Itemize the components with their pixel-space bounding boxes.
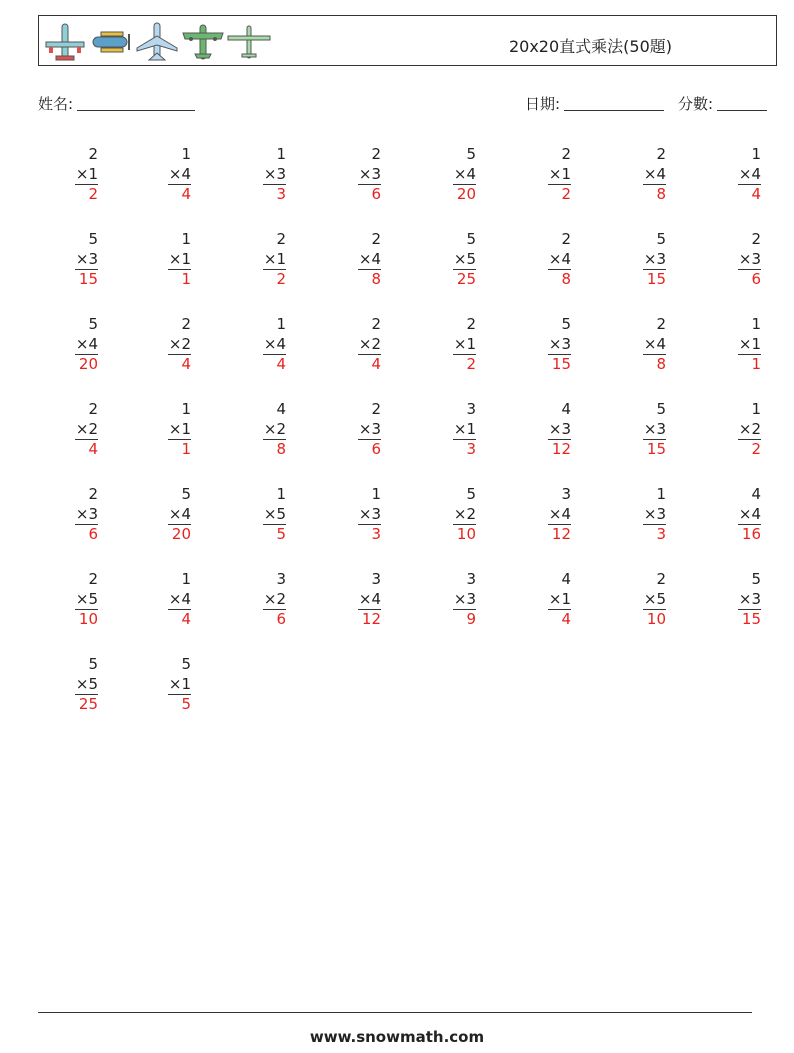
- multiplier-row: [606, 250, 666, 271]
- multiplier-row: [131, 335, 191, 356]
- name-blank[interactable]: [77, 96, 195, 111]
- multiplicand: 5: [466, 230, 476, 248]
- multiplier-row: [606, 505, 666, 526]
- multiplicand: 2: [561, 230, 571, 248]
- multiplier-row: [131, 590, 191, 611]
- multiplier: ×1: [738, 335, 761, 356]
- multiplier: ×1: [168, 420, 191, 441]
- problem-item: [321, 315, 381, 375]
- answer: 12: [551, 440, 571, 458]
- multiplicand: 5: [656, 400, 666, 418]
- answer: 15: [646, 440, 666, 458]
- answer: 15: [551, 355, 571, 373]
- multiplicand: 1: [181, 230, 191, 248]
- multiplier-row: [511, 420, 571, 441]
- name-label: 姓名:: [38, 95, 74, 113]
- problem-item: [511, 485, 571, 545]
- problem-item: [131, 315, 191, 375]
- answer: 15: [78, 270, 98, 288]
- multiplier-row: [38, 505, 98, 526]
- problem-item: [606, 315, 666, 375]
- multiplier: ×1: [548, 165, 571, 186]
- answer: 8: [656, 185, 666, 203]
- problem-item: [701, 315, 761, 375]
- multiplier-row: [511, 335, 571, 356]
- multiplicand: 1: [276, 315, 286, 333]
- answer: 2: [276, 270, 286, 288]
- multiplier: ×3: [358, 165, 381, 186]
- multiplier-row: [701, 165, 761, 186]
- multiplier: ×4: [75, 335, 98, 356]
- problem-item: [131, 400, 191, 460]
- problem-item: [511, 400, 571, 460]
- answer: 8: [371, 270, 381, 288]
- multiplier: ×3: [643, 250, 666, 271]
- problem-item: [321, 570, 381, 630]
- multiplicand: 1: [656, 485, 666, 503]
- name-field[interactable]: [38, 93, 195, 114]
- multiplier: ×3: [358, 505, 381, 526]
- multiplier-row: [416, 335, 476, 356]
- multiplier-row: [226, 165, 286, 186]
- answer: 3: [276, 185, 286, 203]
- multiplier: ×2: [263, 420, 286, 441]
- multiplier: ×4: [358, 250, 381, 271]
- multiplier: ×3: [738, 590, 761, 611]
- multiplier-row: [416, 505, 476, 526]
- answer: 6: [371, 185, 381, 203]
- multiplier: ×1: [168, 675, 191, 696]
- problem-item: [416, 570, 476, 630]
- answer: 1: [181, 440, 191, 458]
- multiplicand: 1: [181, 570, 191, 588]
- date-blank[interactable]: [564, 96, 664, 111]
- multiplier-row: [416, 590, 476, 611]
- multiplicand: 2: [656, 145, 666, 163]
- answer: 1: [181, 270, 191, 288]
- multiplier: ×1: [75, 165, 98, 186]
- multiplicand: 1: [181, 400, 191, 418]
- answer: 12: [551, 525, 571, 543]
- multiplier-row: [701, 590, 761, 611]
- answer: 4: [181, 355, 191, 373]
- multiplicand: 2: [181, 315, 191, 333]
- problem-item: [416, 145, 476, 205]
- problem-item: [511, 315, 571, 375]
- multiplier-row: [511, 250, 571, 271]
- answer: 2: [561, 185, 571, 203]
- answer: 6: [276, 610, 286, 628]
- answer: 10: [646, 610, 666, 628]
- multiplier-row: [511, 165, 571, 186]
- multiplier: ×3: [548, 335, 571, 356]
- answer: 8: [276, 440, 286, 458]
- multiplier: ×3: [643, 420, 666, 441]
- multiplier-row: [131, 165, 191, 186]
- jet-icon: [135, 20, 179, 64]
- multiplier: ×2: [738, 420, 761, 441]
- answer: 9: [466, 610, 476, 628]
- multiplicand: 4: [751, 485, 761, 503]
- answer: 25: [78, 695, 98, 713]
- answer: 4: [561, 610, 571, 628]
- multiplicand: 5: [88, 655, 98, 673]
- problem-item: [416, 315, 476, 375]
- multiplier: ×5: [75, 590, 98, 611]
- multiplier: ×3: [643, 505, 666, 526]
- multiplier-row: [131, 250, 191, 271]
- answer: 5: [181, 695, 191, 713]
- problem-item: [321, 485, 381, 545]
- answer: 10: [456, 525, 476, 543]
- score-field[interactable]: [678, 93, 767, 114]
- multiplicand: 5: [181, 655, 191, 673]
- answer: 16: [741, 525, 761, 543]
- answer: 10: [78, 610, 98, 628]
- answer: 20: [456, 185, 476, 203]
- multiplier-row: [511, 505, 571, 526]
- multiplier: ×3: [75, 505, 98, 526]
- multiplicand: 1: [751, 145, 761, 163]
- problem-item: [226, 570, 286, 630]
- multiplier-row: [131, 505, 191, 526]
- multiplier: ×5: [263, 505, 286, 526]
- multiplier-row: [701, 335, 761, 356]
- multiplier-row: [226, 250, 286, 271]
- multiplicand: 5: [466, 145, 476, 163]
- multiplicand: 2: [466, 315, 476, 333]
- multiplicand: 1: [751, 400, 761, 418]
- multiplicand: 1: [371, 485, 381, 503]
- problem-item: [606, 485, 666, 545]
- worksheet-title: 20x20直式乘法(50題): [508, 37, 672, 56]
- problem-item: [38, 315, 98, 375]
- answer: 2: [466, 355, 476, 373]
- problem-item: [226, 400, 286, 460]
- multiplier-row: [416, 250, 476, 271]
- multiplier-row: [226, 590, 286, 611]
- multiplier-row: [131, 420, 191, 441]
- multiplier: ×2: [453, 505, 476, 526]
- multiplier: ×2: [263, 590, 286, 611]
- answer: 5: [276, 525, 286, 543]
- problem-item: [701, 570, 761, 630]
- multiplicand: 2: [371, 145, 381, 163]
- answer: 8: [656, 355, 666, 373]
- answer: 6: [88, 525, 98, 543]
- multiplier: ×5: [75, 675, 98, 696]
- multiplicand: 5: [466, 485, 476, 503]
- answer: 6: [371, 440, 381, 458]
- multiplier: ×3: [738, 250, 761, 271]
- multiplier-row: [226, 335, 286, 356]
- multiplicand: 1: [276, 145, 286, 163]
- multiplier: ×4: [453, 165, 476, 186]
- multiplier: ×5: [453, 250, 476, 271]
- glider-icon: [227, 20, 271, 64]
- date-label: 日期:: [525, 95, 561, 113]
- answer: 20: [171, 525, 191, 543]
- multiplier-row: [701, 420, 761, 441]
- multiplier: ×2: [358, 335, 381, 356]
- multiplier: ×3: [263, 165, 286, 186]
- multiplicand: 2: [561, 145, 571, 163]
- multiplicand: 1: [181, 145, 191, 163]
- multiplier-row: [321, 335, 381, 356]
- problem-item: [38, 485, 98, 545]
- multiplicand: 5: [88, 230, 98, 248]
- answer: 2: [88, 185, 98, 203]
- multiplier: ×3: [75, 250, 98, 271]
- multiplicand: 3: [466, 400, 476, 418]
- date-field[interactable]: [525, 93, 664, 114]
- multiplier-row: [321, 590, 381, 611]
- problem-item: [606, 570, 666, 630]
- multiplier-row: [38, 675, 98, 696]
- multiplier: ×3: [358, 420, 381, 441]
- multiplicand: 3: [466, 570, 476, 588]
- multiplicand: 1: [751, 315, 761, 333]
- problem-item: [606, 400, 666, 460]
- answer: 12: [361, 610, 381, 628]
- answer: 4: [276, 355, 286, 373]
- multiplier: ×2: [168, 335, 191, 356]
- multiplier: ×4: [548, 250, 571, 271]
- problem-item: [701, 145, 761, 205]
- multiplier: ×3: [453, 590, 476, 611]
- answer: 1: [751, 355, 761, 373]
- multiplier-row: [226, 420, 286, 441]
- multiplier-row: [321, 250, 381, 271]
- problem-item: [131, 230, 191, 290]
- multiplicand: 5: [751, 570, 761, 588]
- multiplier-row: [606, 335, 666, 356]
- multiplier: ×5: [643, 590, 666, 611]
- multiplier-row: [606, 165, 666, 186]
- multiplicand: 2: [88, 485, 98, 503]
- multiplier-row: [321, 165, 381, 186]
- propeller-plane-icon: [181, 20, 225, 64]
- multiplicand: 4: [276, 400, 286, 418]
- multiplier: ×4: [643, 335, 666, 356]
- multiplier-row: [321, 420, 381, 441]
- multiplicand: 2: [656, 315, 666, 333]
- problem-item: [416, 230, 476, 290]
- problem-item: [131, 485, 191, 545]
- footer-site[interactable]: www.snowmath.com: [309, 1028, 485, 1046]
- problem-item: [416, 400, 476, 460]
- multiplier: ×4: [168, 590, 191, 611]
- plane-icons: [43, 20, 271, 64]
- multiplicand: 4: [561, 570, 571, 588]
- multiplicand: 1: [276, 485, 286, 503]
- problem-item: [511, 230, 571, 290]
- answer: 4: [181, 185, 191, 203]
- multiplier: ×3: [548, 420, 571, 441]
- answer: 3: [656, 525, 666, 543]
- multiplicand: 5: [181, 485, 191, 503]
- multiplier-row: [511, 590, 571, 611]
- problem-item: [321, 145, 381, 205]
- multiplicand: 2: [656, 570, 666, 588]
- problem-item: [226, 485, 286, 545]
- multiplicand: 3: [371, 570, 381, 588]
- airplane-icon: [43, 20, 87, 64]
- problem-item: [321, 400, 381, 460]
- multiplier-row: [606, 420, 666, 441]
- multiplier-row: [321, 505, 381, 526]
- multiplier-row: [606, 590, 666, 611]
- problem-item: [38, 230, 98, 290]
- multiplicand: 2: [88, 570, 98, 588]
- multiplier: ×4: [263, 335, 286, 356]
- answer: 3: [371, 525, 381, 543]
- answer: 20: [78, 355, 98, 373]
- answer: 15: [741, 610, 761, 628]
- worksheet-header: [38, 15, 777, 66]
- multiplier: ×4: [358, 590, 381, 611]
- multiplier-row: [38, 335, 98, 356]
- multiplier-row: [416, 165, 476, 186]
- multiplier: ×4: [168, 165, 191, 186]
- problem-item: [38, 570, 98, 630]
- problem-item: [606, 145, 666, 205]
- problem-item: [131, 655, 191, 715]
- multiplicand: 2: [88, 145, 98, 163]
- problem-item: [701, 400, 761, 460]
- multiplier-row: [701, 250, 761, 271]
- answer: 2: [751, 440, 761, 458]
- answer: 15: [646, 270, 666, 288]
- multiplier-row: [38, 250, 98, 271]
- multiplier: ×2: [75, 420, 98, 441]
- problem-item: [511, 145, 571, 205]
- answer: 8: [561, 270, 571, 288]
- multiplicand: 5: [88, 315, 98, 333]
- multiplier: ×4: [168, 505, 191, 526]
- multiplicand: 4: [561, 400, 571, 418]
- multiplicand: 5: [656, 230, 666, 248]
- multiplier-row: [131, 675, 191, 696]
- problem-item: [38, 400, 98, 460]
- answer: 4: [371, 355, 381, 373]
- footer-divider: [38, 1012, 752, 1013]
- multiplicand: 2: [276, 230, 286, 248]
- answer: 25: [456, 270, 476, 288]
- multiplier: ×4: [738, 505, 761, 526]
- problem-item: [38, 145, 98, 205]
- multiplicand: 2: [751, 230, 761, 248]
- multiplier: ×4: [643, 165, 666, 186]
- answer: 6: [751, 270, 761, 288]
- multiplicand: 2: [88, 400, 98, 418]
- multiplier-row: [226, 505, 286, 526]
- multiplier: ×1: [453, 420, 476, 441]
- problem-item: [226, 145, 286, 205]
- multiplier-row: [38, 165, 98, 186]
- multiplier: ×4: [738, 165, 761, 186]
- biplane-icon: [89, 20, 133, 64]
- multiplicand: 5: [561, 315, 571, 333]
- problem-item: [131, 570, 191, 630]
- multiplier: ×4: [548, 505, 571, 526]
- multiplicand: 3: [561, 485, 571, 503]
- multiplicand: 2: [371, 230, 381, 248]
- problem-item: [226, 230, 286, 290]
- answer: 4: [181, 610, 191, 628]
- problem-item: [226, 315, 286, 375]
- multiplier: ×1: [168, 250, 191, 271]
- multiplier: ×1: [548, 590, 571, 611]
- problem-item: [511, 570, 571, 630]
- problem-item: [321, 230, 381, 290]
- problem-item: [701, 485, 761, 545]
- answer: 4: [88, 440, 98, 458]
- problem-item: [131, 145, 191, 205]
- score-blank[interactable]: [717, 96, 767, 111]
- multiplier-row: [701, 505, 761, 526]
- answer: 4: [751, 185, 761, 203]
- multiplicand: 2: [371, 315, 381, 333]
- multiplicand: 2: [371, 400, 381, 418]
- multiplier-row: [416, 420, 476, 441]
- multiplier: ×1: [453, 335, 476, 356]
- problem-item: [701, 230, 761, 290]
- problem-item: [606, 230, 666, 290]
- problem-item: [416, 485, 476, 545]
- multiplier: ×1: [263, 250, 286, 271]
- multiplicand: 3: [276, 570, 286, 588]
- multiplier-row: [38, 590, 98, 611]
- multiplier-row: [38, 420, 98, 441]
- answer: 3: [466, 440, 476, 458]
- problem-item: [38, 655, 98, 715]
- score-label: 分數:: [678, 95, 714, 113]
